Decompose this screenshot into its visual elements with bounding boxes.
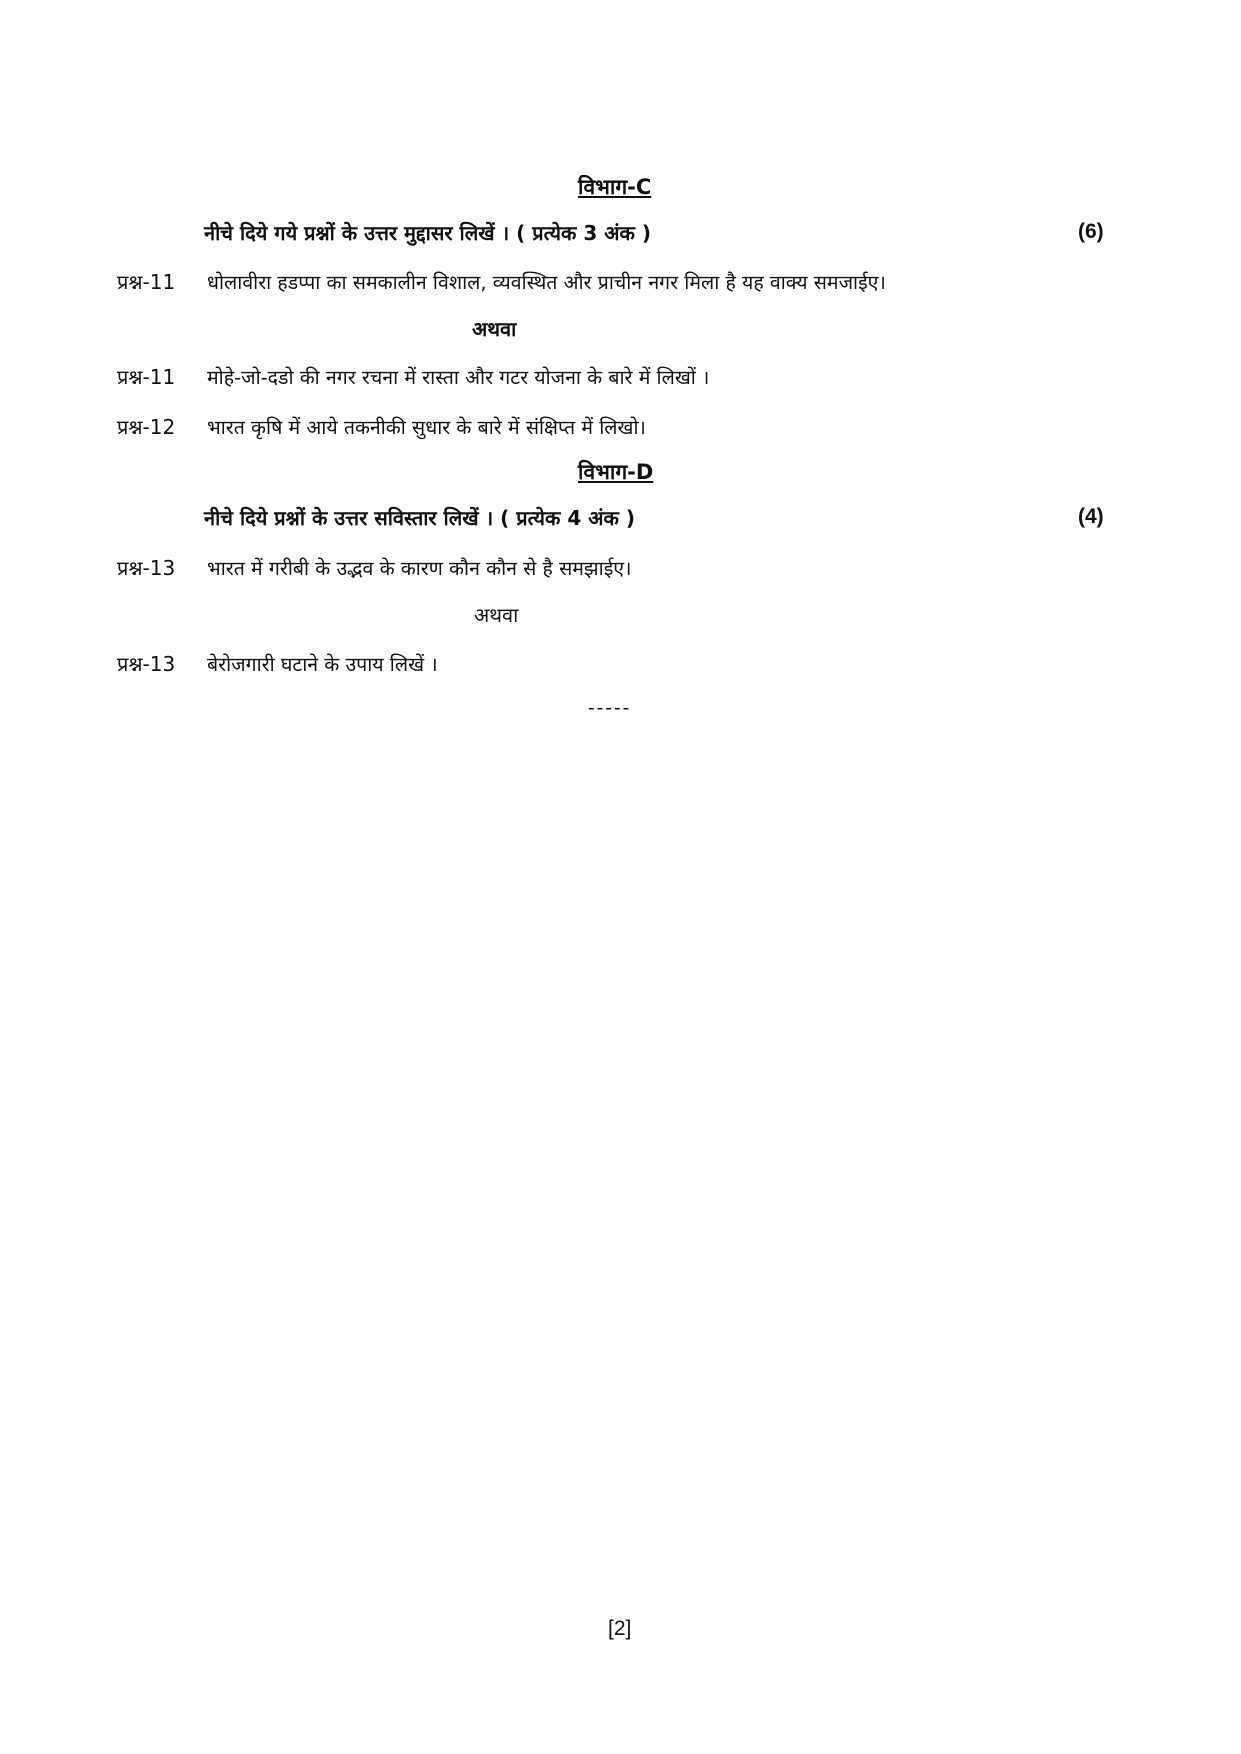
question-text: भारत कृषि में आये तकनीकी सुधार के बारे में संक्षिप्त में लिखो। (207, 416, 646, 439)
section-d-instruction: नीचे दिये प्रश्नों के उत्तर सविस्तार लिखें । ( प्रत्येक 4 अंक ) (204, 506, 635, 530)
question-number: प्रश्न-12 (117, 415, 176, 439)
section-d-marks: (4) (1078, 505, 1104, 528)
section-d-heading: विभाग-D (578, 460, 654, 484)
question-text: बेरोजगारी घटाने के उपाय लिखें । (207, 653, 438, 676)
or-label: अथवा (472, 317, 517, 341)
question-text: मोहे-जो-दडो की नगर रचना में रास्ता और गटर योजना के बारे में लिखों । (207, 366, 710, 389)
page-number: [2] (608, 1617, 632, 1640)
question-number: प्रश्न-13 (117, 652, 176, 676)
question-number: प्रश्न-11 (117, 365, 176, 389)
question-text: धोलावीरा हडप्पा का समकालीन विशाल, व्यवस्थित और प्राचीन नगर मिला है यह वाक्य समजाईए। (207, 271, 886, 294)
question-number: प्रश्न-11 (117, 270, 176, 294)
end-of-paper-mark: ----- (588, 697, 632, 719)
or-label: अथवा (474, 603, 519, 627)
question-text: भारत में गरीबी के उद्भव के कारण कौन कौन से है समझाईए। (207, 557, 632, 580)
section-c-instruction: नीचे दिये गये प्रश्नों के उत्तर मुद्दासर लिखें । ( प्रत्येक 3 अंक ) (204, 221, 651, 245)
section-c-marks: (6) (1078, 220, 1104, 243)
section-c-heading: विभाग-C (578, 175, 652, 199)
question-number: प्रश्न-13 (117, 556, 176, 580)
